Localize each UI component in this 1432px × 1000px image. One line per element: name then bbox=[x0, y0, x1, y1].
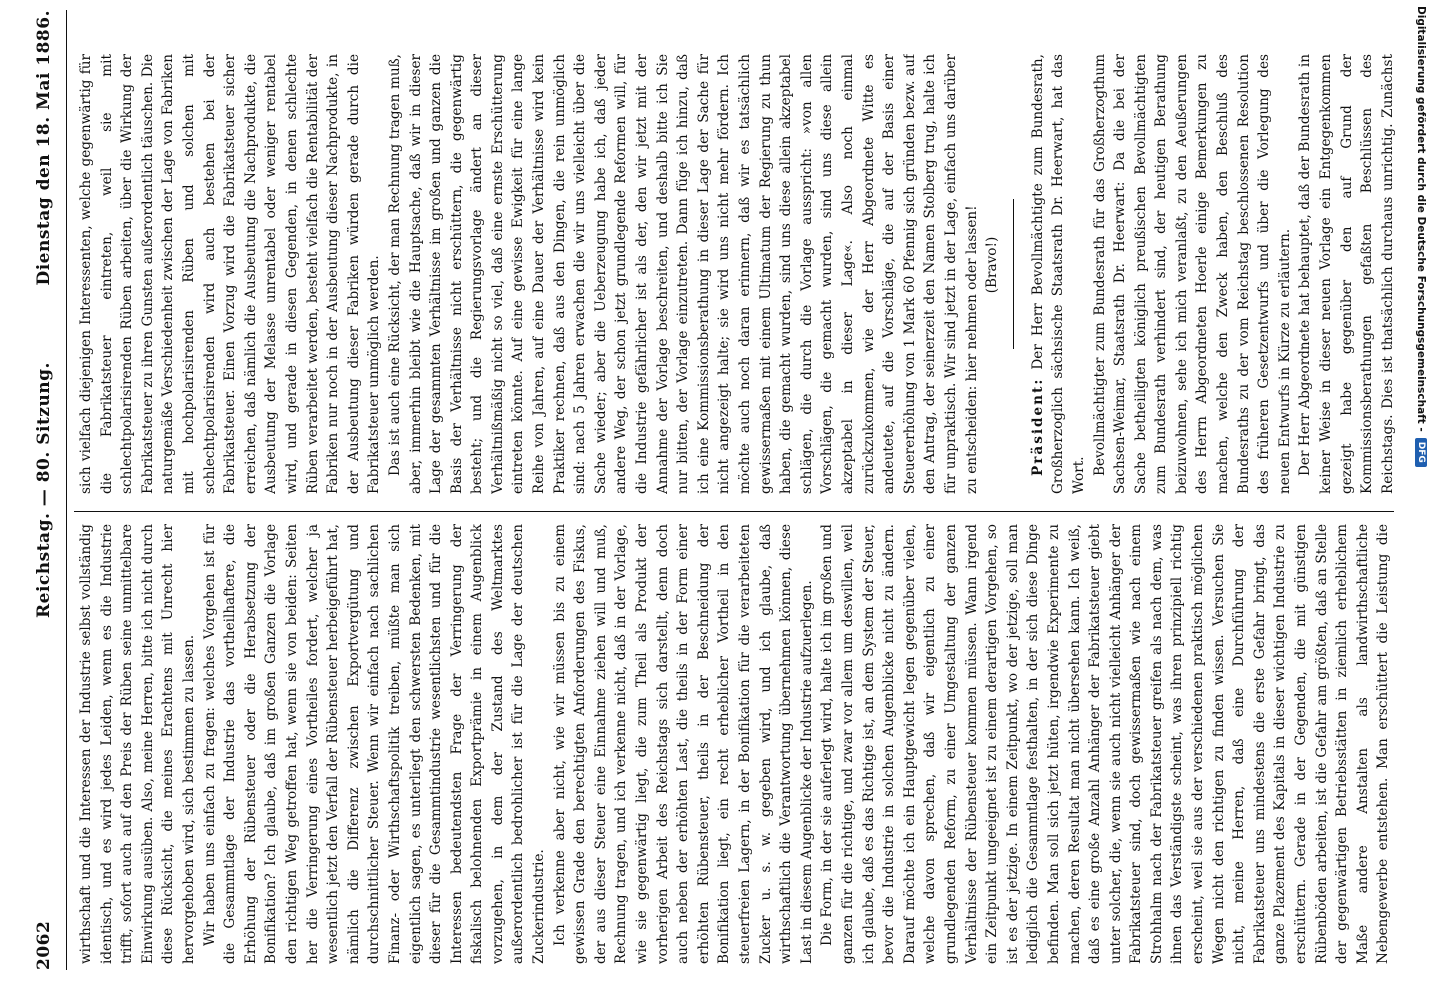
page-number: 2062 bbox=[34, 920, 54, 970]
left-paragraph-1: wirthschaft und die Interessen der Industrie selbst vollständig identisch, und es wird jedes Leiden, wenn es die Industrie trifft, sofort auch auf den Preis der Rüben seine unmittelbare Einwirkung ausüben. Also, meine Herren, bitte ich nicht durch diese Rücksicht, die meines Erachtens mit Unrecht hier hervorgehoben wird, sich bestimmen zu lassen. bbox=[78, 524, 197, 964]
session-date: Dienstag den 18. Mai 1886. bbox=[34, 10, 54, 286]
scanned-page bbox=[30, 10, 1410, 970]
right-paragraph-4: Der Herr Abgeordnete hat behauptet, daß der Bundesrath in keiner Weise in dieser neuen Vorlage ein Entgegenkommen gezeigt habe gegenüber den auf Grund der Kommissionsberathungen gefaßten Beschlüssen des Reichstags. Dies ist thatsächlich durchaus unrichtig. Zunächst bbox=[1297, 54, 1396, 494]
speaker-president: Präsident: bbox=[1029, 377, 1046, 476]
right-column bbox=[76, 54, 1396, 494]
credit-text: Digitalisierung gefördert durch die Deutsche Forschungsgemeinschaft - bbox=[1415, 6, 1427, 432]
left-paragraph-3: Ich verkenne aber nicht, wie wir müssen bis zu einem gewissen Grade den berechtigten Anforderungen des Fiskus, der aus dieser Steuer eine Einnahme ziehen will und muß, Rechnung tragen, und ich verkenne nicht, daß in der Vorlage, wie sie gegenwärtig liegt, die zum Theil als Produkt der vorherigen Arbeit des Reichstags sich darstellt, denn doch auch neben der erhöhten Last, die theils in der Form einer erhöhten Rübensteuer, theils in der Beschneidung der Bonifikation liegt, ein recht erheblicher Vortheil in den steuerfreien Lagern, in der Bonifikation für die verarbeiteten Zucker u. s. w. gegeben wird, und ich glaube, daß wirthschaftlich die Verantwortung übernehmen können, diese Last in diesem Augenblicke der Industrie aufzuerlegen. bbox=[551, 524, 815, 964]
session-title: Reichstag. — 80. Sitzung. bbox=[34, 362, 54, 618]
running-header bbox=[30, 10, 64, 970]
left-paragraph-2: Wir haben uns einfach zu fragen: welches Vorgehen ist für die Gesammtlage der Industrie das vortheilhaftere, die Erhöhung der Rübensteuer oder die Herabsetzung der Bonifikation? Ich glaube, daß im großen Ganzen die Vorlage den richtigen Weg getroffen hat, wenn sie von beiden: Seiten her die Verringerung eines Vortheiles fordert, welcher ja wesentlich jetzt den Verfall der Rübensteuer herbeigeführt hat, nämlich die Differenz zwischen Exportvergütung und durchschnittlicher Steuer. Wenn wir einfach nach sachlichen Finanz- oder Wirthschaftspolitik treiben, müßte man sich eigentlich sagen, es unterliegt den schwersten Bedenken, mit dieser für die Gesammtindustrie wesentlichsten und für die Interessen bedeutendsten Frage der Verringerung der fiskalisch belohnenden Exportprämie in einem Augenblick vorzugehen, in dem der Zustand des Weltmarktes außerordentlich bedrohlicher ist für die Lage der deutschen Zuckerindustrie. bbox=[201, 524, 548, 964]
president-statement bbox=[1028, 54, 1090, 494]
header-rule bbox=[66, 10, 67, 970]
section-separator bbox=[1013, 199, 1014, 349]
president-text: Der Herr Bevollmächtigte zum Bundesrath, Großherzoglich sächsische Staatsrath Dr. Heerwart, hat das Wort. bbox=[1029, 54, 1087, 494]
right-paragraph-1: sich vielfach diejenigen Interessenten, welche gegenwärtig für die Fabrikatsteuer eintreten, weil sie mit schlechtpolarisirenden Rüben arbeiten, über die Wirkung der Fabrikatsteuer zu ihren Gunsten außerordentlich täuschen. Die naturgemäße Verschiedenheit zwischen der Lage von Fabriken mit hochpolarisirenden Rüben und solchen mit schlechtpolarisirenden wird auch bestehen bei der Fabrikatsteuer. Einen Vorzug wird die Fabrikatsteuer sicher erreichen, daß nämlich die Ausbeutung die Nachprodukte, die Ausbeutung der Melasse unrentabel oder weniger rentabel wird, und gerade in diesen Gegenden, in denen schlechte Rüben verarbeitet werden, besteht vielfach die Rentabilität der Fabriken nur noch in der Ausbeutung dieser Nachprodukte, in der Ausbeutung dieser Fabriken würden gerade durch die Fabrikatsteuer unmöglich werden. bbox=[78, 54, 383, 494]
right-paragraph-2: Das ist auch eine Rücksicht, der man Rechnung tragen muß, aber, immerhin bleibt wie die Hauptsache, daß wir in dieser Lage der gesammten Verhältnisse im großen und ganzen die Basis der Verhältnisse nicht erschüttern, die gegenwärtig besteht; und die Regierungsvorlage ändert an dieser Verhältnißmäßig nicht so viel, daß eine ernste Erschütterung eintreten könnte. Auf eine gewisse Ewigkeit für eine lange Reihe von Jahren, auf eine Dauer der Verhältnisse wird kein Praktiker rechnen, daß aus den Dingen, die rein unmöglich sind: nach 5 Jahren erwachen die wir uns vielleicht über die Sache wieder; aber die Ueberzeugung habe ich, daß jeder andere Weg, der schon jetzt grundlegende Reformen will, für die Industrie gefährlicher ist als der, den wir jetzt mit der Annahme der Vorlage beschreiten, und deshalb bitte ich Sie nur bitten, der Vorlage einzutreten. Dann füge ich hinzu, daß ich eine Kommissionsberathung in dieser Lage der Sache für nicht angezeigt halte; sie wird uns nicht mehr fördern. Ich möchte auch noch daran erinnern, daß wir es tatsächlich gewissermaßen mit einem Ultimatum der Regierung zu thun haben, die gemacht wurden, sind uns diese allein akzeptabel schlägen, die durch die Vorlage ausspricht: »von allen Vorschlägen, die gemacht wurden, sind uns diese allein akzeptabel in dieser Lage«. Also noch einmal zurückzukommen, wie der Herr Abgeordnete Witte es andeutete, auf die Vorschläge, die auf der Basis einer Steuererhöhung von 1 Mark 60 Pfennig sich gründen bezw. auf den Antrag, der seinerzeit den Namen Stolberg trug, halte ich für unpraktisch. Wir sind jetzt in der Lage, einfach uns darüber zu entscheiden: hier nehmen oder lassen! bbox=[386, 54, 980, 494]
left-paragraph-4: Die Form, in der sie auferlegt wird, halte ich im großen und ganzen für die richtige, und zwar vor allem um deswillen, weil ich glaube, daß es das Richtige ist, an dem System der Steuer, bevor die Industrie in solchen Augenblicke nicht zu ändern. Darauf möchte ich ein Hauptgewicht legen gegenüber vielen, welche davon sprechen, daß wir eigentlich zu einer grundlegenden Reform, zu einer Umgestaltung der ganzen Verhältnisse der Rübensteuer kommen müssen. Wann irgend ein Zeitpunkt ungeeignet ist zu einem derartigen Vorgehen, so ist es der jetzige. In einem Zeitpunkt, wo der jetzige, soll man lediglich die Gesammtlage festhalten, in der sich diese Dinge befinden. Man soll sich jetzt hüten, irgendwie Experimente zu machen, deren Resultat man nicht übersehen kann. Ich weiß, daß es eine große Anzahl Anhänger der Fabrikatsteuer giebt unter solcher, die, wenn sie auch nicht vielleicht Anhänger der Fabrikatsteuer sind, doch gewissermaßen wie nach einem Strohhalm nach der Fabrikatsteuer greifen als nach dem, was ihnen das Verständigste scheint, was ihren prinzipiell richtig erscheint, weil sie aus der verschiedenen praktisch möglichen Wegen nicht den richtigen zu finden wissen. Versuchen Sie nicht, meine Herren, daß eine Durchführung der Fabrikatsteuer uns mindestens die erste Gefahr bringt, das ganze Plazement des Kapitals in dieser wichtigen Industrie zu erschüttern. Gerade in der Gegenden, die mit günstigen Rübenböden arbeiten, ist die Gefahr am größten, daß an Stelle der gegenwärtigen Betriebsstätten in ziemlich erheblichem Maße andere Anstalten als landwirthschaftliche Nebengewerbe entstehen. Man erschüttert die Leistung die bbox=[819, 524, 1392, 964]
left-column bbox=[76, 524, 1396, 964]
column-divider bbox=[74, 511, 1394, 512]
dfg-logo: DFG bbox=[1415, 438, 1427, 467]
digitization-credit bbox=[1412, 6, 1430, 996]
reaction-bravo: (Bravo!) bbox=[984, 236, 1001, 294]
right-paragraph-3: Bevollmächtigter zum Bundesrath für das Großherzogthum Sachsen-Weimar, Staatsrath Dr. Heerwart: Da die bei der Sache betheiligten königlich preußischen Bevollmächtigten zum Bundesrath verhindert sind, der heutigen Berathung beizuwohnen, sehe ich mich veranlaßt, zu den Aeußerungen des Herrn Abgeordneten Hoerle einige Bemerkungen zu machen, welche den Zweck haben, den Beschluß des Bundesraths zu der vom Reichstag beschlossenen Resolution des früheren Gesetzentwurfs und über die Vorlegung des neuen Entwurfs in Kürze zu erläutern. bbox=[1091, 54, 1293, 494]
